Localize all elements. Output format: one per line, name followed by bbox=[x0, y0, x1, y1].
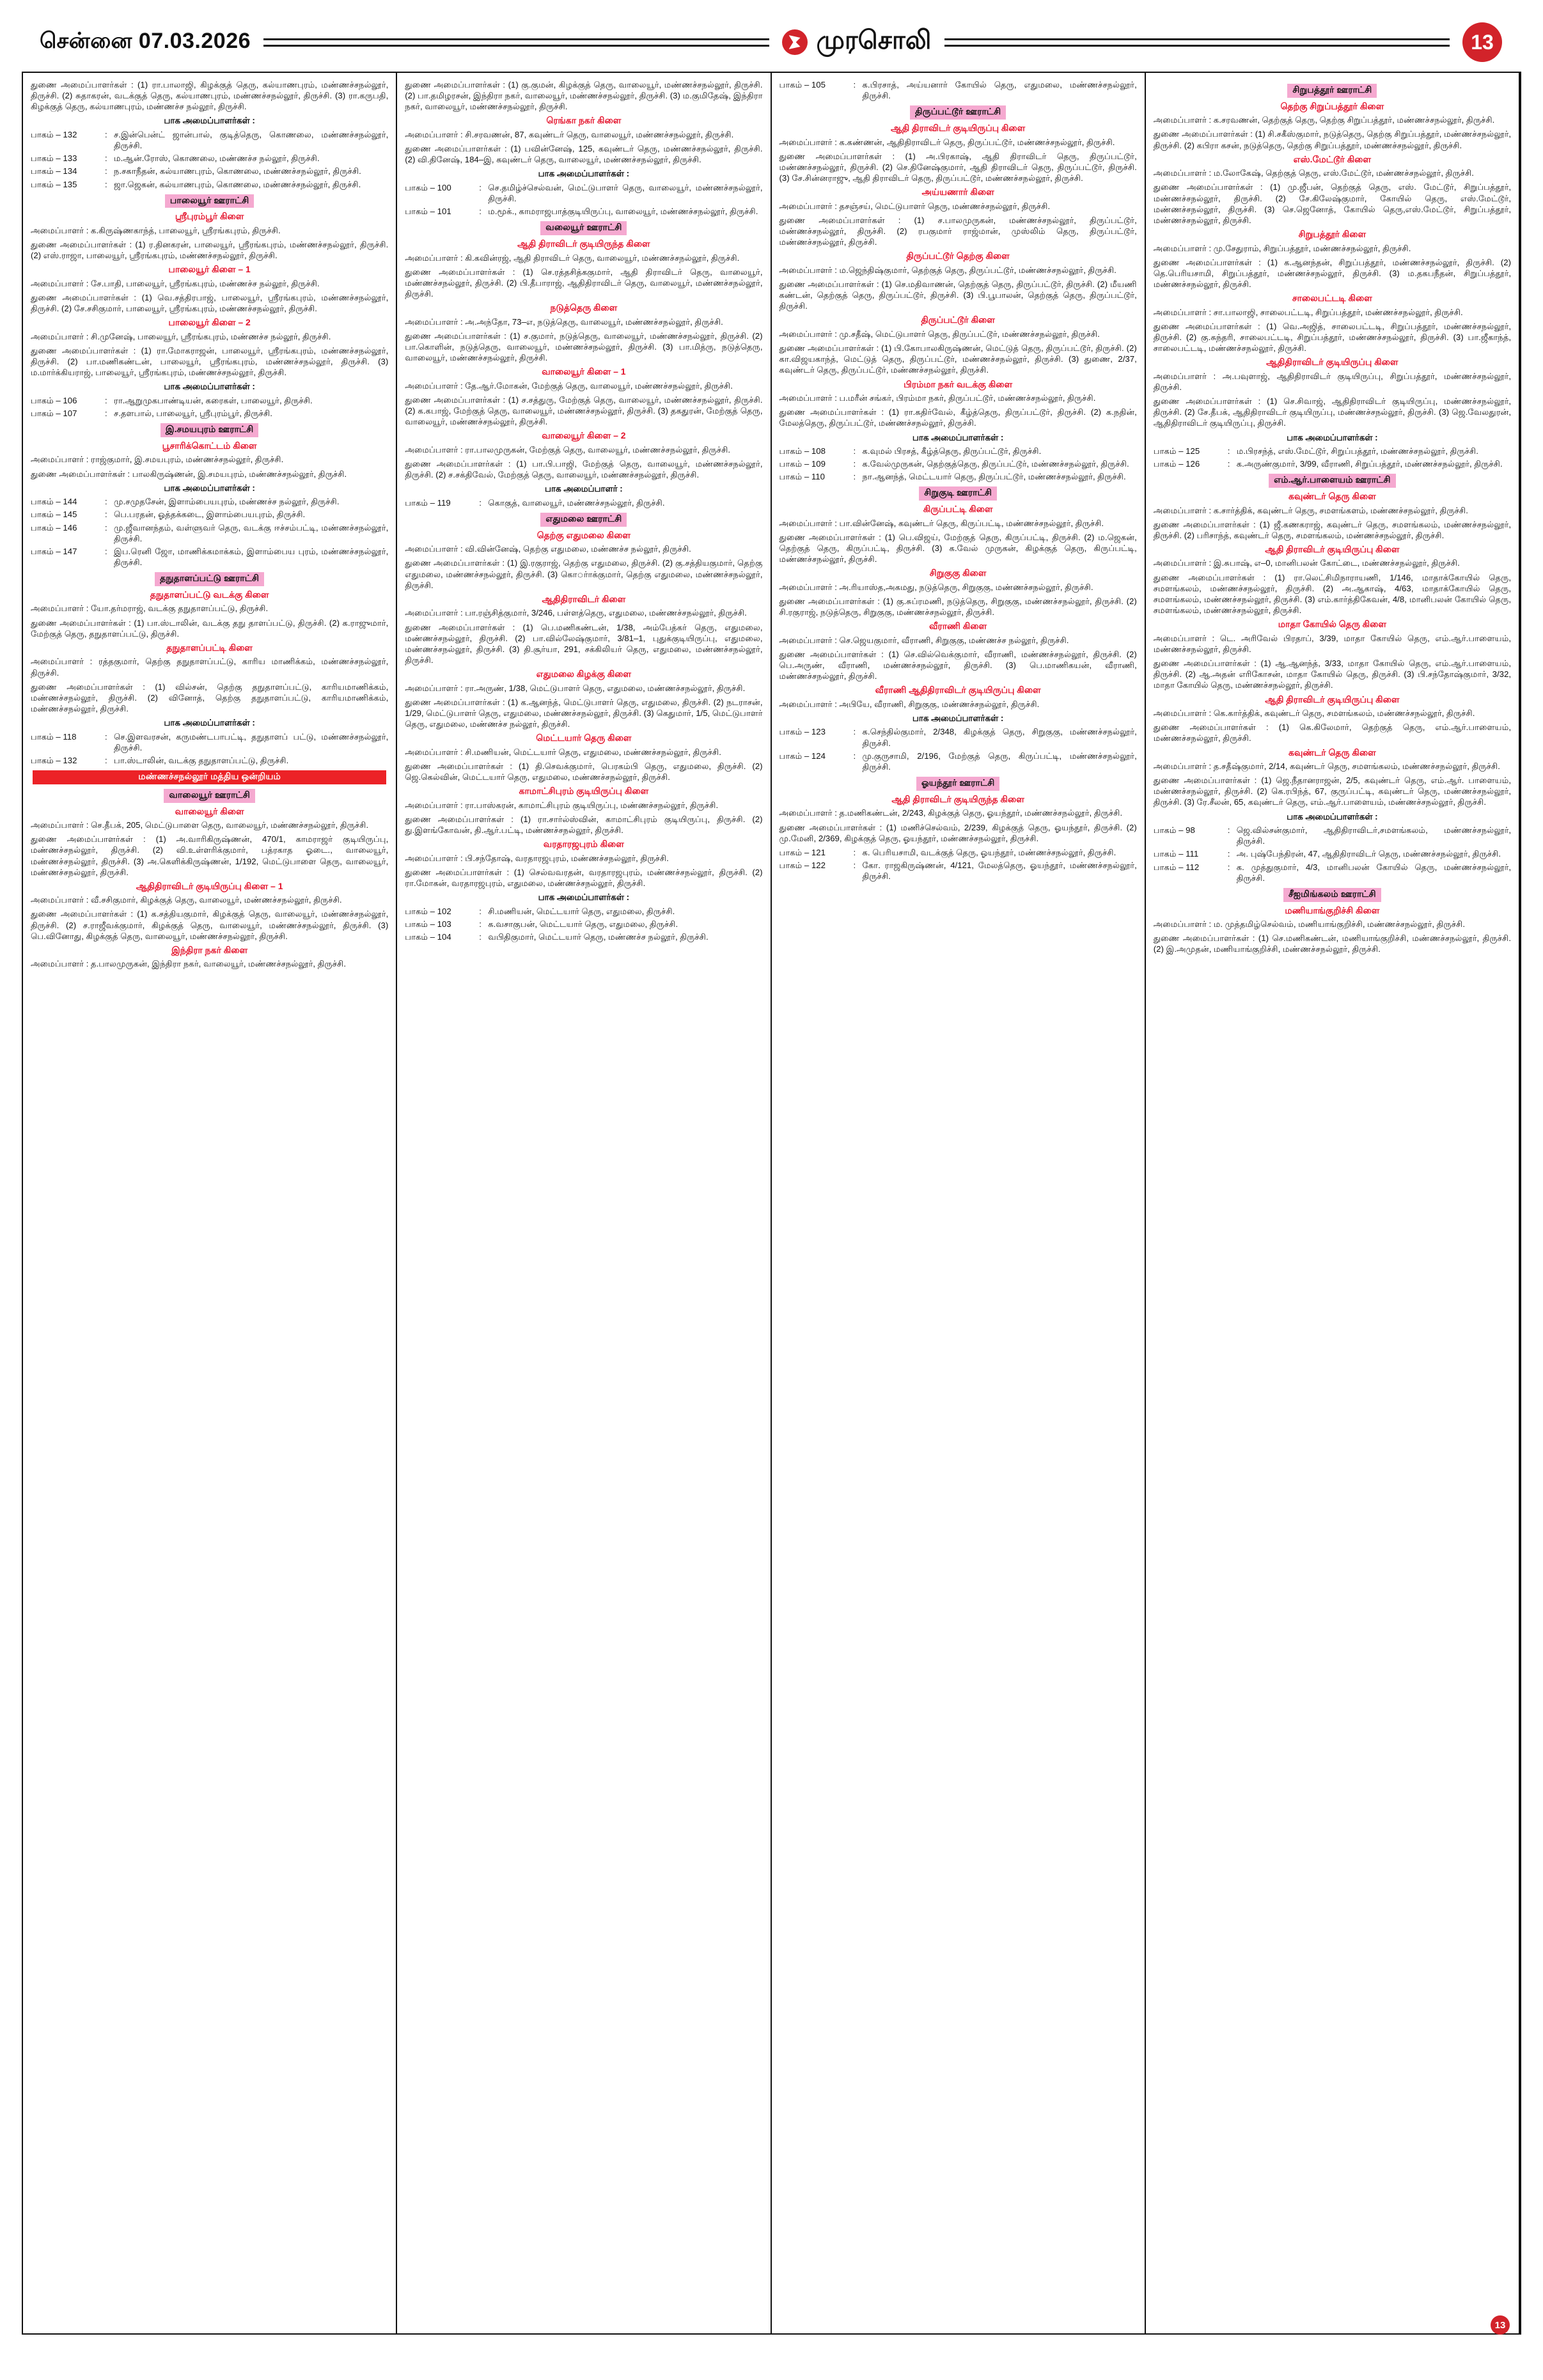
part-organiser-text: ச.தளபால், பாலையூர், ஸ்ரீபுரம்பூர், திருச்சி. bbox=[114, 408, 272, 419]
section-label: பாக அமைப்பாளர்கள் : bbox=[1287, 432, 1378, 442]
part-colon: : bbox=[105, 497, 107, 507]
body-paragraph: துணை அமைப்பாளர்கள் : (1) பி.கோபாலகிருஷ்ணன், மெட்டுத் தெரு, திருப்பட்டூர், திருச்சி. (2) கா.விஜயகாந்த், மெட்டுத் தெரு, திருப்பட்டூர், மண்ணச்சநல்லூர், திருச்சி. (3) துணை, 2/37, கவுண்டர் தெரு, திருப்பட்டூர், மண்ணச்சநல்லூர், திருச்சி. bbox=[779, 343, 1137, 375]
part-organiser-text: க.பிரசாத், அய்யனார் கோயில் தெரு, எதுமலை, மண்ணச்சநல்லூர், திருச்சி. bbox=[862, 80, 1137, 101]
body-paragraph: அமைப்பாளர் : ம.லோகேஷ், தெற்குத் தெரு, எஸ்.மேட்டூர், மண்ணச்சநல்லூர், திருச்சி. bbox=[1153, 168, 1474, 178]
body-paragraph: துணை அமைப்பாளர்கள் : (1) ரா.சார்ல்ஸ்வின், காமாட்சிபுரம் குடியிருப்பு, திருச்சி. (2) து.இளங்கோவன், தி.ஆர்.பட்டி, மண்ணச்சநல்லூர், திருச்சி. bbox=[405, 814, 763, 836]
part-entry bbox=[779, 726, 1137, 748]
section-label: பாக அமைப்பாளர்கள் : bbox=[912, 432, 1004, 442]
part-number: பாகம் – 123 bbox=[779, 727, 826, 737]
ward-heading: தநுதாளப்பட்டு ஊராட்சி bbox=[155, 572, 264, 586]
branch-heading: இந்திரா நகர் கிளை bbox=[171, 944, 248, 955]
part-entry bbox=[779, 471, 1137, 482]
part-organiser-text: செ.இளவரசன், கருமண்டபாபட்டி, தநுதாளப் பட்டு, மண்ணச்சநல்லூர், திருச்சி. bbox=[114, 731, 389, 752]
part-number: பாகம் – 109 bbox=[779, 459, 826, 469]
ward-heading: வாலையூர் ஊராட்சி bbox=[164, 789, 255, 803]
part-number: பாகம் – 119 bbox=[405, 497, 451, 508]
part-entry bbox=[1154, 458, 1511, 469]
body-paragraph: அமைப்பாளர் : சா.பாலாஜி, சாலைபட்டடி, சிறுப்பத்தூர், மண்ணச்சநல்லூர், திருச்சி. bbox=[1153, 307, 1463, 317]
body-paragraph: அமைப்பாளர் : செ.ஜெயகுமார், வீராணி, சிறுகுகு, மண்ணச்ச நல்லூர், திருச்சி. bbox=[779, 635, 1069, 645]
union-heading: மண்ணச்சநல்லூர் மத்திய ஒன்றியம் bbox=[33, 770, 386, 784]
body-paragraph: அமைப்பாளர் : ரத்தகுமார், தெற்கு தநுதாளப்பட்டு, காரிய மாணிக்கம், மண்ணச்சநல்லூர், திருச்சி. bbox=[31, 657, 389, 678]
column-3-content bbox=[779, 79, 1137, 882]
part-number: பாகம் – 102 bbox=[405, 906, 451, 916]
part-colon: : bbox=[1227, 446, 1230, 456]
body-paragraph: அமைப்பாளர் : தே.ஆர்.மோகன், மேற்குத் தெரு, வாலையூர், மண்ணச்சநல்லூர், திருச்சி. bbox=[405, 380, 733, 391]
branch-heading: ஆதி திராவிடர் குடியிருந்த கிளை bbox=[517, 238, 650, 249]
body-paragraph: துணை அமைப்பாளர்கள் : (1) செ.வில்வெக்குமார், வீராணி, மண்ணச்சநல்லூர், திருச்சி. (2) பெ.அருண், வீராணி, மண்ணச்சநல்லூர், திருச்சி. (3) பெ.மாணிகயன், வீராணி, மண்ணச்சநல்லூர், திருச்சி. bbox=[779, 649, 1137, 681]
part-entry bbox=[779, 446, 1137, 456]
section-label: பாக அமைப்பாளர்கள் : bbox=[1287, 811, 1378, 821]
part-number: பாகம் – 98 bbox=[1153, 825, 1195, 836]
part-organiser-text: ச.இன்பென்ட் ஜான்பால், குடித்தெரு, கொணலை, மண்ணச்சநல்லூர், திருச்சி. bbox=[114, 129, 389, 151]
ward-heading: எம்.ஆர்.பாளையம் ஊராட்சி bbox=[1269, 474, 1395, 488]
body-paragraph: துணை அமைப்பாளர்கள் : (1) ச.குமார், நடுத்தெரு, வாலையூர், மண்ணச்சநல்லூர், திருச்சி. (2) பா.கொளின், நடுத்தெரு, வாலையூர், மண்ணச்சநல்லூர், திருச்சி. (3) பா.மித்ரு, நடுத்தெரு, வாலையூர், மண்ணச்சநல்லூர், திருச்சி. bbox=[405, 331, 763, 363]
part-organiser-text: பெ.பரதன், ஓத்தக்கடை, இளாம்பையபுரம், திருச்சி. bbox=[114, 509, 306, 520]
part-entry bbox=[31, 755, 388, 766]
branch-heading: தநுதாளப்பட்டி கிளை bbox=[166, 642, 253, 653]
body-paragraph: அமைப்பாளர் : சே.பாதி, பாலையூர், ஸ்ரீரங்கபுரம், மண்ணச்ச நல்லூர், திருச்சி. bbox=[31, 278, 320, 288]
column-3 bbox=[772, 73, 1146, 2333]
part-organiser-text: இப.ரெனி ஜோ, மாணிக்கமாக்கம், இளாம்பைய புரம், மண்ணச்சநல்லூர், திருச்சி. bbox=[114, 546, 389, 567]
part-entry bbox=[405, 182, 762, 204]
masthead-logo-group bbox=[782, 26, 932, 58]
part-entry bbox=[1154, 825, 1511, 846]
part-number: பாகம் – 110 bbox=[779, 472, 825, 482]
part-entry bbox=[31, 522, 388, 544]
part-number: பாகம் – 145 bbox=[31, 509, 77, 520]
body-paragraph: அமைப்பாளர் : பா.வின்னேஷ், கவுண்டர் தெரு, கிருப்பட்டி, மண்ணச்சநல்லூர், திருச்சி. bbox=[779, 518, 1104, 528]
part-entry bbox=[1154, 446, 1511, 456]
body-paragraph: அமைப்பாளர் : சி.மணியன், மெட்டயார் தெரு, எதுமலை, மண்ணச்சநல்லூர், திருச்சி. bbox=[405, 747, 721, 757]
body-paragraph: துணை அமைப்பாளர்கள் : (1) ரா.கதிர்வேல், கீழ்த்தெரு, திருப்பட்டூர், திருச்சி. (2) க.நதின், மேலத்தெரு, திருப்பட்டூர், மண்ணச்சநல்லூர், திருச்சி. bbox=[779, 407, 1137, 428]
part-organiser-text: ஜா.ஜெகன், கல்யாணபுரம், கொணலை, மண்ணச்சநல்லூர், திருச்சி. bbox=[114, 179, 361, 189]
part-entry bbox=[405, 931, 762, 942]
section-label: பாக அமைப்பாளர்கள் : bbox=[164, 382, 255, 392]
body-paragraph: அமைப்பாளர் : ரா.பாலமுருகன், மேற்குத் தெரு, வாலையூர், மண்ணச்சநல்லூர், திருச்சி. bbox=[405, 444, 731, 455]
part-entry bbox=[779, 847, 1137, 858]
part-number: பாகம் – 133 bbox=[31, 153, 77, 164]
part-entry bbox=[31, 179, 388, 190]
masthead bbox=[22, 18, 1521, 66]
branch-heading: சிறுகுகு கிளை bbox=[929, 568, 987, 579]
part-colon: : bbox=[853, 459, 856, 469]
branch-heading: பிரம்மா நகர் வடக்கு கிளை bbox=[904, 378, 1013, 389]
body-paragraph: அமைப்பாளர் : க.சார்த்திக், கவுண்டர் தெரு, சமளங்களம், மண்ணச்சநல்லூர், திருச்சி. bbox=[1153, 505, 1468, 515]
masthead-rule-left bbox=[263, 38, 769, 47]
part-colon: : bbox=[479, 206, 482, 217]
murasoli-logo-icon bbox=[782, 29, 808, 55]
masthead-title: முரசொலி bbox=[816, 26, 932, 54]
part-organiser-text: க. முத்துகுமார், 4/3, மானிபலன் கோயில் தெரு, மண்ணச்சநல்லூர், திருச்சி. bbox=[1236, 862, 1511, 883]
part-organiser-text: க. பெரியசாமி, வடக்குத் தெரு, ஓயந்தூர், மண்ணச்சநல்லூர், திருச்சி. bbox=[862, 847, 1116, 857]
part-colon: : bbox=[853, 860, 856, 870]
part-number: பாகம் – 147 bbox=[31, 546, 77, 556]
part-number: பாகம் – 125 bbox=[1153, 446, 1200, 456]
body-paragraph: துணை அமைப்பாளர்கள் : (1) ர.தினகரன், பாலையூர், ஸ்ரீரங்கபுரம், மண்ணச்சநல்லூர், திருச்சி. (2) எஸ்.ராஜா, பாலையூர், ஸ்ரீரங்கபுரம், மண்ணச்சநல்லூர், திருச்சி. bbox=[31, 240, 389, 261]
body-paragraph: துணை அமைப்பாளர்கள் : (1) ச.சத்துரு, மேற்குத் தெரு, வாலையூர், மண்ணச்சநல்லூர், திருச்சி. (2) க.கபாஜ், மேற்குத் தெரு, வாலையூர், மண்ணச்சநல்லூர், திருச்சி. (3) தகதுரன், மேற்குத் தெரு, வாலையூர், மண்ணச்சநல்லூர், திருச்சி. bbox=[405, 394, 763, 427]
part-colon: : bbox=[853, 80, 856, 89]
branch-heading: மெட்டயார் தெரு கிளை bbox=[536, 733, 632, 743]
body-paragraph: அமைப்பாளர் : ரா.பாஸ்கரன், காமாட்சிபுரம் குடியிருப்பு, மண்ணச்சநல்லூர், திருச்சி. bbox=[405, 800, 719, 810]
part-colon: : bbox=[1227, 825, 1230, 836]
body-paragraph: துணை அமைப்பாளர்கள் : (1) ரா.லெட்சிமிநாராயணி, 1/146, மாதாக்கோயில் தெரு, சமளங்கலம், மண்ணச்சநல்லூர், திருச்சி. (2) அ.ஆகாஷ், 4/63, மாதாக்கோயில் தெரு, சமளங்கலம், மண்ணச்சநல்லூர், திருச்சி. (3) எம்.கார்த்திகேவன், 4/8, மானிபலன் கோயில் தெரு, சமளங்கலம், மண்ணச்சநல்லூர், திருச்சி. bbox=[1153, 572, 1511, 616]
section-label: பாக அமைப்பாளர்கள் : bbox=[912, 713, 1004, 724]
branch-heading: எதுமலை கிழக்கு கிளை bbox=[536, 669, 632, 680]
branch-heading: திருப்பட்டூர் தெற்கு கிளை bbox=[906, 251, 1010, 261]
column-4 bbox=[1146, 73, 1520, 2333]
body-paragraph: அமைப்பாளர் : சி.முனேஷ், பாலையூர், ஸ்ரீரங்கபுரம், மண்ணச்ச நல்லூர், திருச்சி. bbox=[31, 331, 331, 341]
body-paragraph: துணை அமைப்பாளர்கள் : (1) தி.செவக்குமார், பெரகம்பி தெரு, எதுமலை, திருச்சி. (2) ஜெ.கெல்வின், மெட்டயார் தெரு, எதுமலை, மண்ணச்சநல்லூர், திருச்சி. bbox=[405, 761, 763, 782]
body-paragraph: துணை அமைப்பாளர்கள் : (1) பெ.மணிகண்டன், 1/38, அம்பேத்கர் தெரு, எதுமலை, மண்ணச்சநல்லூர், திருச்சி. (2) பா.வில்லேஷ்குமார், 3/81–1, புதுக்குடியிருப்பு, எதுமலை, மண்ணச்சநல்லூர், திருச்சி. (3) தி.சூர்யா, 291, சக்கிலியர் தெரு, எதுமலை, மண்ணச்சநல்லூர், திருச்சி. bbox=[405, 622, 763, 665]
body-paragraph: துணை அமைப்பாளர்கள் : பாலகிருஷ்ணன், இ.சமயபுரம், மண்ணச்சநல்லூர், திருச்சி. bbox=[31, 469, 347, 479]
body-paragraph: துணை அமைப்பாளர்கள் : (1) ஜெ.நீதானராஜன், 2/5, கவுண்டர் தெரு, எம்.ஆர். பாளையம், மண்ணச்சநல்லூர், திருச்சி. (2) கெ.ரபிந்த், 67, குருப்பட்டி, கவுண்டர் தெரு, மண்ணச்சநல்லூர், திருச்சி. (3) ரே.சீலன், 65, கவுண்டர் தெரு, எம்.ஆர்.பாளையம், மண்ணச்சநல்லூர், திருச்சி. bbox=[1153, 775, 1511, 807]
part-colon: : bbox=[479, 931, 482, 942]
part-organiser-text: வபிதிகுமார், மெட்டயார் தெரு, மண்ணச்ச நல்லூர், திருச்சி. bbox=[488, 931, 709, 942]
body-paragraph: அமைப்பாளர் : க.கண்ணன், ஆதிதிராவிடர் தெரு, திருப்பட்டூர், மண்ணச்சநல்லூர், திருச்சி. bbox=[779, 137, 1115, 147]
body-paragraph: அமைப்பாளர் : செ.தீபக், 205, மெட்டுபாளை தெரு, வாலையூர், மண்ணச்சநல்லூர், திருச்சி. bbox=[31, 820, 369, 830]
body-paragraph: துணை அமைப்பாளர்கள் : (1) செ.மணிகண்டன், மணியாங்குறிச்சி, மண்ணச்சநல்லூர், திருச்சி. (2) இ.அமுதன், மணியாங்குறிச்சி, மண்ணச்சநல்லூர், திருச்சி. bbox=[1153, 933, 1511, 954]
body-paragraph: துணை அமைப்பாளர்கள் : (1) பவின்னேஷ், 125, கவுண்டர் தெரு, மண்ணச்சநல்லூர், திருச்சி. (2) வி.தினேஷ், 184–இ, கவுண்டர் தெரு, வாலையூர், மண்ணச்சநல்லூர், திருச்சி. bbox=[405, 144, 763, 165]
part-organiser-text: க.வுமல் பிரசத், கீழ்த்தெரு, திருப்பட்டூர், திருச்சி. bbox=[862, 446, 1042, 456]
part-organiser-text: அ. புஷ்பேந்திரன், 47, ஆதிதிராவிடர் தெரு, மண்ணச்சநல்லூர், திருச்சி. bbox=[1236, 849, 1501, 859]
part-organiser-text: க.வேல்முருகன், தெற்குத்தெரு, திருப்பட்டூர், மண்ணச்சநல்லூர், திருச்சி. bbox=[862, 459, 1129, 469]
ward-heading: இ.சமயபுரம் ஊராட்சி bbox=[161, 423, 258, 437]
part-number: பாகம் – 111 bbox=[1153, 849, 1199, 859]
part-number: பாகம் – 144 bbox=[31, 497, 77, 507]
branch-heading: எஸ்.மேட்டூர் கிளை bbox=[1293, 153, 1372, 164]
part-entry bbox=[31, 153, 388, 164]
part-number: பாகம் – 118 bbox=[31, 731, 77, 742]
body-paragraph: துணை அமைப்பாளர்கள் : (1) செ.மதிவாணன், தெற்குத் தெரு, திருப்பட்டூர், திருச்சி. (2) மீயணி கண்டன், தெற்குத் தெரு, திருப்பட்டூர், திருச்சி. (3) பி.பூபாலன், தெற்குத் தெரு, திருப்பட்டூர், திருச்சி. bbox=[779, 279, 1137, 311]
ward-heading: ஓயந்தூர் ஊராட்சி bbox=[916, 777, 999, 791]
part-colon: : bbox=[105, 509, 107, 520]
part-entry bbox=[779, 79, 1137, 101]
part-number: பாகம் – 126 bbox=[1153, 459, 1200, 469]
body-paragraph: அமைப்பாளர் : சி.சரவணன், 87, கவுண்டர் தெரு, வாலையூர், மண்ணச்சநல்லூர், திருச்சி. bbox=[405, 129, 734, 139]
part-number: பாகம் – 121 bbox=[779, 847, 826, 857]
branch-heading: நடுத்தெரு கிளை bbox=[550, 302, 618, 313]
part-entry bbox=[405, 497, 762, 508]
section-label: பாக அமைப்பாளர்கள் : bbox=[538, 892, 630, 903]
part-organiser-text: ம.ஆன்.ரோஸ், கொணலை, மண்ணச்ச நல்லூர், திருச்சி. bbox=[114, 153, 320, 164]
page-number-badge: 13 bbox=[1462, 22, 1502, 62]
part-organiser-text: க.செந்தில்குமார், 2/348, கிழக்குத் தெரு, சிறுகுகு, மண்ணச்சநல்லூர், திருச்சி. bbox=[862, 727, 1137, 748]
body-paragraph: துணை அமைப்பாளர்கள் : (1) இ.ரகுராஜ், தெற்கு எதுமலை, திருச்சி. (2) கு.சத்தியகுமார், தெற்கு எதுமலை, மண்ணச்சநல்லூர், திருச்சி. (3) கொர்ாக்குமார், தெற்கு எதுமலை, மண்ணச்சநல்லூர், திருச்சி. bbox=[405, 558, 763, 590]
part-organiser-text: ரா.ஆறுமுகபாண்டியன், கரைகள், பாலையூர், திருச்சி. bbox=[114, 395, 313, 405]
body-paragraph: அமைப்பாளர் : கெ.கார்த்திக், கவுண்டர் தெரு, சமளங்கலம், மண்ணச்சநல்லூர், திருச்சி. bbox=[1153, 708, 1475, 719]
part-number: பாகம் – 105 bbox=[779, 80, 826, 89]
ward-heading: பாலையூர் ஊராட்சி bbox=[165, 194, 255, 208]
section-label: பாக அமைப்பாளர் : bbox=[544, 484, 623, 494]
body-paragraph: துணை அமைப்பாளர்கள் : (1) வெ.சத்திரபாஜ், பாலையூர், ஸ்ரீரங்கபுரம், மண்ணச்சநல்லூர், திருச்சி. (2) சே.சசிகுமார், பாலையூர், ஸ்ரீரங்கபுரம், மண்ணச்சநல்லூர், திருச்சி. bbox=[31, 293, 389, 314]
body-paragraph: துணை அமைப்பாளர்கள் : (1) மு.ஜீபன், தெற்குத் தெரு, எஸ். மேட்டூர், சிறுப்பத்தூர், மண்ணச்சநல்லூர், திருச்சி. (2) சே.கிலேஷ்குமார், கோயில் தெரு, எஸ்.மேட்டூர், மண்ணச்சநல்லூர், திருச்சி. (3) செ.ஜெனோத், கோயில் தெரு,எஸ்.மேட்டூர், சிறுப்பத்தூர், மண்ணச்சநல்லூர், திருச்சி. bbox=[1153, 182, 1511, 225]
part-number: பாகம் – 108 bbox=[779, 446, 826, 456]
body-paragraph: அமைப்பாளர் : வி.வின்னேஷ், தெற்கு எதுமலை, மண்ணச்ச நல்லூர், திருச்சி. bbox=[405, 544, 691, 554]
part-entry bbox=[31, 395, 388, 406]
branch-heading: அய்யணார் கிளை bbox=[921, 187, 994, 198]
branch-heading: பாலையூர் கிளை – 2 bbox=[168, 317, 251, 328]
part-entry bbox=[1154, 862, 1511, 883]
part-colon: : bbox=[105, 408, 107, 419]
body-paragraph: துணை அமைப்பாளர்கள் : (1) ஜீ.கணகராஜ், கவுண்டர் தெரு, சமளங்கலம், மண்ணச்சநல்லூர், திருச்சி. (2) பரிசாந்த், கவுண்டர் தெரு, சமளங்கலம், மண்ணச்சநல்லூர், திருச்சி. bbox=[1153, 519, 1511, 540]
part-organiser-text: கொகுத், வாலையூர், மண்ணச்சநல்லூர், திருச்சி. bbox=[488, 497, 665, 508]
ward-heading: எதுமலை ஊராட்சி bbox=[540, 513, 627, 527]
body-paragraph: அமைப்பாளர் : க.கிருஷ்ணகாந்த், பாலையூர், ஸ்ரீரங்கபுரம், திருச்சி. bbox=[31, 225, 281, 235]
body-paragraph: அமைப்பாளர் : தசஞ்சய், மெட்டுபாளர் தெரு, மண்ணச்சநல்லூர், திருச்சி. bbox=[779, 201, 1051, 211]
branch-heading: தநுதாளப்பட்டு வடக்கு கிளை bbox=[150, 589, 269, 600]
branch-heading: பாலையூர் கிளை – 1 bbox=[168, 264, 251, 275]
part-colon: : bbox=[1227, 459, 1230, 469]
part-entry bbox=[31, 408, 388, 419]
part-entry bbox=[31, 129, 388, 151]
section-label: பாக அமைப்பாளர்கள் : bbox=[164, 116, 255, 126]
part-colon: : bbox=[479, 497, 482, 508]
part-organiser-text: பா.ஸ்டாலின், வடக்கு தநுதாளப்பட்டு, திருச்சி. bbox=[114, 755, 289, 765]
body-paragraph: துணை அமைப்பாளர்கள் : (1) சி.சகீஸ்குமார், நடுத்தெரு, தெற்கு சிறுப்பத்தூர், மண்ணச்சநல்லூர், திருச்சி. (2) கபிரா கசன், நடுத்தெரு, தெற்கு சிறுப்பத்தூர், மண்ணச்சநல்லூர், திருச்சி. bbox=[1153, 129, 1511, 150]
ward-heading: சிறுகுடி ஊராட்சி bbox=[919, 486, 997, 501]
body-paragraph: துணை அமைப்பாளர்கள் : (1) ஆ.ஆனந்த், 3/33, மாதா கோயில் தெரு, எம்.ஆர்.பாளையம், திருச்சி. (2) ஆ.அதன் எரிகோசன், மாதா கோயில் தெரு, திருச்சி. (3) பி.சந்தோஷ்குமார், 3/32, மாதா கோயில் தெரு, மண்ணச்சநல்லூர், திருச்சி. bbox=[1153, 658, 1511, 690]
section-label: பாக அமைப்பாளர்கள் : bbox=[164, 483, 255, 493]
part-number: பாகம் – 132 bbox=[31, 755, 77, 765]
body-paragraph: துணை அமைப்பாளர்கள் : (1) மணிச்செல்வம், 2/239, கிழக்குத் தெரு, ஓயந்தூர், திருச்சி. (2) மு.மேனி, 2/369, கிழக்குத் தெரு, ஓயந்தூர், மண்ணச்சநல்லூர், திருச்சி. bbox=[779, 822, 1137, 843]
body-paragraph: துணை அமைப்பாளர்கள் : (1) கு.குமன், கிழக்குத் தெரு, வாலையூர், மண்ணச்சநல்லூர், திருச்சி. (2) பா.தமிழரசன், இந்திரா நகர், வாலையூர், மண்ணச்சநல்லூர், திருச்சி. (3) ம.குமிதேஷ், இந்திரா நகர், வாலையூர், மண்ணச்சநல்லூர், திருச்சி. bbox=[405, 80, 763, 112]
branch-heading: ஆதி திராவிடர் குடியிருப்பு கிளை bbox=[1265, 694, 1400, 704]
body-paragraph: அமைப்பாளர் : த.சதீஷ்குமார், 2/14, கவுண்டர் தெரு, சமளங்கலம், மண்ணச்சநல்லூர், திருச்சி. bbox=[1153, 761, 1500, 772]
body-paragraph: அமைப்பாளர் : ப.மரீன் சங்கர், பிரம்மா நகர், திருப்பட்டூர், மண்ணச்சநல்லூர், திருச்சி. bbox=[779, 393, 1096, 403]
body-paragraph: துணை அமைப்பாளர்கள் : (1) அ.வாரிகிருஷ்ணன், 470/1, காமராஜர் குடியிருப்பு, மண்ணச்சநல்லூர், திருச்சி. (2) வி.உள்ளரிக்குமார், பத்ரகாத ஓடை., வாலையூர், மண்ணச்சநல்லூர், திருச்சி. (3) அ.கெளிக்கிருஷ்ணன், 1/192, மெட்டுபாளை தெரு, வாலையூர், மண்ணச்சநல்லூர், திருச்சி. bbox=[31, 834, 389, 877]
branch-heading: கிருப்பட்டி கிளை bbox=[923, 504, 993, 515]
part-colon: : bbox=[479, 182, 482, 192]
part-number: பாகம் – 135 bbox=[31, 179, 77, 189]
body-paragraph: துணை அமைப்பாளர்கள் : (1) வெ.அஜித், சாலைபட்டடி, சிறுப்பத்தூர், மண்ணச்சநல்லூர், திருச்சி. (2) கு.சுந்தரி, சாலைபட்டடி, சிறுப்பத்தூர், மண்ணச்சநல்லூர், திருச்சி. (3) பா.ஜீகாந்த், சாலைபட்டடி, மண்ணச்சநல்லூர், திருச்சி. bbox=[1153, 321, 1511, 354]
body-paragraph: துணை அமைப்பாளர்கள் : (1) செ.சிவாஜ், ஆதிதிராவிடர் குடியிருப்பு, மண்ணச்சநல்லூர், திருச்சி. (2) சே.தீபக், ஆதிதிராவிடர் குடியிருப்பு, மண்ணச்சநல்லூர், திருச்சி. (3) ஜெ.வேலதுரன், ஆதிதிராவிடர் குடியிருப்பு, திருச்சி. bbox=[1153, 396, 1511, 428]
masthead-edition-date: சென்னை 07.03.2026 bbox=[40, 28, 251, 53]
branch-heading: வீராணி ஆதிதிராவிடர் குடியிருப்பு கிளை bbox=[875, 685, 1041, 696]
branch-heading: சாலைபட்டடி கிளை bbox=[1292, 293, 1372, 304]
part-colon: : bbox=[105, 129, 107, 139]
body-paragraph: அமைப்பாளர் : ரா.அருண், 1/38, மெட்டுபாளர் தெரு, எதுமலை, மண்ணச்சநல்லூர், திருச்சி. bbox=[405, 683, 746, 693]
branch-heading: ஆதி திராவிடர் குடியிருந்த கிளை bbox=[891, 793, 1024, 804]
section-label: பாக அமைப்பாளர்கள் : bbox=[538, 169, 630, 179]
part-organiser-text: சி.மணியன், மெட்டயார் தெரு, எதுமலை, திருச்சி. bbox=[488, 906, 675, 916]
part-colon: : bbox=[105, 179, 107, 189]
body-paragraph: துணை அமைப்பாளர்கள் : (1) பெ.விஜய், மேற்குத் தெரு, கிருப்பட்டி, திருச்சி. (2) ம.ஜெகன், தெற்குத் தெரு, கிருப்பட்டி, திருச்சி. (3) க.வேல் முருகன், கிழக்குத் தெரு, கிருப்பட்டி, மண்ணச்சநல்லூர், திருச்சி. bbox=[779, 532, 1137, 564]
body-paragraph: அமைப்பாளர் : க.சரவணன், தெற்குத் தெரு, தெற்கு சிறுப்பத்தூர், மண்ணச்சநல்லூர், திருச்சி. bbox=[1153, 115, 1495, 125]
part-organiser-text: ம.மூக்., காமராஜபாத்குடியிருப்பு, வாலையூர், மண்ணச்சநல்லூர், திருச்சி. bbox=[488, 206, 758, 217]
branch-heading: கவுண்டர் தெரு கிளை bbox=[1288, 491, 1376, 502]
branch-heading: பூசாரிக்கொட்டம் கிளை bbox=[162, 440, 257, 451]
branch-heading: ஆதி திராவிடர் குடியிருப்பு கிளை bbox=[890, 123, 1026, 134]
ward-heading: வலையூர் ஊராட்சி bbox=[540, 221, 627, 235]
body-paragraph: அமைப்பாளர் : த.மணிகண்டன், 2/243, கிழக்குத் தெரு, ஓயந்தூர், மண்ணச்சநல்லூர், திருச்சி. bbox=[779, 808, 1123, 818]
body-paragraph: அமைப்பாளர் : வீ.சசிகுமார், கிழக்குத் தெரு, வாலையூர், மண்ணச்சநல்லூர், திருச்சி. bbox=[31, 895, 342, 905]
body-paragraph: துணை அமைப்பாளர்கள் : (1) ச.பாலமுருகன், மண்ணச்சநல்லூர், திருப்பட்டூர், மண்ணச்சநல்லூர், திருச்சி. (2) ரபகுமார் ராஜ்மான், முஸ்லிம் தெரு, திருப்பட்டூர், மண்ணச்சநல்லூர், திருச்சி. bbox=[779, 215, 1137, 247]
part-colon: : bbox=[1227, 849, 1230, 859]
body-paragraph: அமைப்பாளர் : ம.ஜெந்திஷ்குமார், தெற்குத் தெரு, திருப்பட்டூர், மண்ணச்சநல்லூர், திருச்சி. bbox=[779, 265, 1116, 275]
body-paragraph: அமைப்பாளர் : அ.அந்தோ, 73–எ, நடுத்தெரு, வாலையூர், மண்ணச்சநல்லூர், திருச்சி. bbox=[405, 316, 723, 327]
part-entry bbox=[405, 919, 762, 929]
part-entry bbox=[779, 751, 1137, 772]
part-number: பாகம் – 134 bbox=[31, 166, 77, 176]
body-paragraph: அமைப்பாளர் : அபியே, வீராணி, சிறுகுகு, மண்ணச்சநல்லூர், திருச்சி. bbox=[779, 699, 1040, 709]
part-entry bbox=[1154, 848, 1511, 859]
body-paragraph: துணை அமைப்பாளர்கள் : (1) க.சத்தியகுமார், கிழக்குத் தெரு, வாலையூர், மண்ணச்சநல்லூர், திருச்சி. (2) ச.ராஜீவக்குமார், கிழக்குத் தெரு, வாலையூர், மண்ணச்சநல்லூர், திருச்சி. (3) பெ.வினோது, கிழக்குத் தெரு, வாலையூர், மண்ணச்சநல்லூர், திருச்சி. bbox=[31, 909, 389, 941]
branch-heading: தெற்கு எதுமலை கிளை bbox=[537, 529, 631, 540]
content-frame bbox=[22, 72, 1521, 2335]
part-organiser-text: ம.பிரசந்த், எஸ்.மேட்டூர், சிறுப்பத்தூர், மண்ணச்சநல்லூர், திருச்சி. bbox=[1236, 446, 1478, 456]
part-colon: : bbox=[105, 522, 107, 533]
ward-heading: சீஐமிங்கலம் ஊராட்சி bbox=[1283, 888, 1381, 902]
body-paragraph: துணை அமைப்பாளர்கள் : (1) கெ.கிலேமார், தெற்குத் தெரு, எம்.ஆர்.பாளையம், மண்ணச்சநல்லூர், திருச்சி. bbox=[1153, 722, 1511, 743]
part-entry bbox=[31, 731, 388, 753]
body-paragraph: துணை அமைப்பாளர்கள் : (1) க.ஆனந்தன், சிறுப்பத்தூர், மண்ணச்சநல்லூர், திருச்சி. (2) தெ.பெரியசாமி, சிறுப்பத்தூர், மண்ணச்சநல்லூர், திருச்சி. (3) ம.தகபநீதன், சிறுப்பத்தூர், மண்ணச்சநல்லூர், திருச்சி. bbox=[1153, 257, 1511, 289]
part-colon: : bbox=[853, 847, 856, 857]
column-2 bbox=[397, 73, 771, 2333]
body-paragraph: துணை அமைப்பாளர்கள் : (1) க.ஆனந்த், மெட்டுபாளர் தெரு, எதுமலை, திருச்சி. (2) நடராசன், 1/29, மெட்டுபாளர் தெரு, எதுமலை, மண்ணச்சநல்லூர், திருச்சி. (3) கெதுமார், 1/5, மெட்டுபாளர் தெரு, எதுமலை, மண்ணச்ச நல்லூர், திருச்சி. bbox=[405, 697, 763, 729]
part-number: பாகம் – 132 bbox=[31, 129, 77, 139]
branch-heading: திருப்பட்டூர் கிளை bbox=[921, 315, 995, 325]
part-colon: : bbox=[105, 546, 107, 556]
part-colon: : bbox=[105, 395, 107, 405]
part-entry bbox=[31, 509, 388, 520]
branch-heading: ஆதிதிராவிடர் குடியிருப்பு கிளை bbox=[1266, 357, 1398, 368]
body-paragraph: அமைப்பாளர் : மு.சேதுராம், சிறுப்பத்தூர், மண்ணச்சநல்லூர், திருச்சி. bbox=[1153, 243, 1411, 253]
part-entry bbox=[31, 166, 388, 176]
column-4-content bbox=[1154, 84, 1511, 955]
branch-heading: வரதாரஜபுரம் கிளை bbox=[543, 839, 624, 850]
body-paragraph: துணை அமைப்பாளர்கள் : (1) செல்வவரதன், வரதாரஜபுரம், மண்ணச்சநல்லூர், திருச்சி. (2) ரா.மோகன், வரதாரஜபுரம், எதுமலை, மண்ணச்சநல்லூர், திருச்சி. bbox=[405, 867, 763, 889]
part-entry bbox=[405, 206, 762, 217]
part-organiser-text: மு.குருசாமி, 2/196, மேற்குத் தெரு, கிருப்பட்டி, மண்ணச்சநல்லூர், திருச்சி. bbox=[862, 751, 1137, 772]
branch-heading: ஆதிதிராவிடர் குடியிருப்பு கிளை – 1 bbox=[136, 880, 283, 891]
column-1 bbox=[23, 73, 397, 2333]
part-entry bbox=[31, 546, 388, 568]
body-paragraph: துணை அமைப்பாளர்கள் : (1) பா.ஸ்டாலின், வடக்கு தநு தாளப்பட்டு, திருச்சி. (2) க.ராஜுமார், மேற்குத் தெரு, தநுதாளப்பட்டு, திருச்சி. bbox=[31, 618, 389, 639]
part-number: பாகம் – 100 bbox=[405, 182, 451, 192]
body-paragraph: அமைப்பாளர் : டெ. அரிவேல் பிரதாப், 3/39, மாதா கோயில் தெரு, எம்.ஆர்.பாளையம், மண்ணச்சநல்லூர், திருச்சி. bbox=[1153, 633, 1511, 654]
part-organiser-text: க.வசாகுபன், மெட்டயார் தெரு, எதுமலை, திருச்சி. bbox=[488, 919, 678, 929]
part-number: பாகம் – 124 bbox=[779, 751, 826, 761]
part-number: பாகம் – 103 bbox=[405, 919, 451, 929]
part-number: பாகம் – 122 bbox=[779, 860, 826, 870]
body-paragraph: அமைப்பாளர் : ம. முத்தமிழ்செல்வம், மணியாங்குறிச்சி, மண்ணச்சநல்லூர், திருச்சி. bbox=[1153, 919, 1466, 929]
branch-heading: வீராணி கிளை bbox=[929, 621, 987, 632]
body-paragraph: அமைப்பாளர் : அ.பவுளாஜ், ஆதிதிராவிடர் குடியிருப்பு, சிறுப்பத்தூர், மண்ணச்சநல்லூர், திருச்சி. bbox=[1153, 371, 1511, 392]
part-organiser-text: ந.சகாநீதன், கல்யாணபுரம், கொணலை, மண்ணச்சநல்லூர், திருச்சி. bbox=[114, 166, 361, 176]
part-colon: : bbox=[853, 446, 856, 456]
branch-heading: ஆதி திராவிடர் குடியிருப்பு கிளை bbox=[1265, 543, 1400, 554]
part-organiser-text: கோ. ராஜகிருஷ்ணன், 4/121, மேலத்தெரு, ஓயந்தூர், மண்ணச்சநல்லூர், திருச்சி. bbox=[862, 860, 1137, 882]
branch-heading: மணியாங்குறிச்சி கிளை bbox=[1285, 905, 1380, 915]
part-colon: : bbox=[853, 751, 856, 761]
part-entry bbox=[779, 860, 1137, 882]
body-paragraph: துணை அமைப்பாளர்கள் : (1) வில்சன், தெற்கு தநுதாளப்பட்டு, காரியமாணிக்கம், மண்ணச்சநல்லூர், திருச்சி. (2) வினோத், தெற்கு தநுதாளப்பட்டு, காரியமாணிக்கம், மண்ணச்சநல்லூர், திருச்சி. bbox=[31, 681, 389, 713]
part-colon: : bbox=[105, 166, 107, 176]
part-organiser-text: ஜெ.வில்சன்குமார், ஆதிதிராவிடர்,சமளங்கலம், மண்ணச்சநல்லூர், திருச்சி. bbox=[1236, 825, 1511, 846]
body-paragraph: அமைப்பாளர் : யோ.தர்மராஜ், வடக்கு தநுதாளப்பட்டு, திருச்சி. bbox=[31, 603, 269, 614]
column-2-content bbox=[405, 79, 762, 942]
ward-heading: சிறுபத்தூர் ஊராட்சி bbox=[1287, 84, 1377, 98]
part-colon: : bbox=[853, 727, 856, 737]
part-entry bbox=[405, 906, 762, 917]
body-paragraph: அமைப்பாளர் : த.பாலமுருகன், இந்திரா நகர், வாலையூர், மண்ணச்சநல்லூர், திருச்சி. bbox=[31, 959, 347, 969]
branch-heading: சிறுபத்தூர் கிளை bbox=[1298, 229, 1367, 239]
part-colon: : bbox=[479, 919, 482, 929]
part-organiser-text: க.அருண்குமார், 3/99, வீராணி, சிறுப்பத்தூர், மண்ணச்சநல்லூர், திருச்சி. bbox=[1236, 459, 1503, 469]
body-paragraph: துணை அமைப்பாளர்கள் : (1) பா.பி.பாஜி, மேற்குத் தெரு, வாலையூர், மண்ணச்சநல்லூர், திருச்சி. (2) ச.சக்திவேல், மேற்குத் தெரு, வாலையூர், மண்ணச்சநல்லூர், திருச்சி. bbox=[405, 459, 763, 480]
branch-heading: தெற்கு சிறுப்பத்தூர் கிளை bbox=[1280, 100, 1384, 111]
branch-heading: ஸ்ரீபுரம்பூர் கிளை bbox=[175, 211, 244, 222]
part-number: பாகம் – 104 bbox=[405, 931, 451, 942]
part-number: பாகம் – 106 bbox=[31, 395, 77, 405]
part-number: பாகம் – 101 bbox=[405, 206, 451, 217]
branch-heading: மாதா கோயில் தெரு கிளை bbox=[1278, 619, 1386, 630]
body-paragraph: அமைப்பாளர் : ராஜ்குமார், இ.சமயபுரம், மண்ணச்சநல்லூர், திருச்சி. bbox=[31, 455, 284, 465]
part-colon: : bbox=[853, 472, 856, 482]
body-paragraph: அமைப்பாளர் : கி.கவின்ரஜ், ஆதி திராவிடர் தெரு, வாலையூர், மண்ணச்சநல்லூர், திருச்சி. bbox=[405, 253, 740, 263]
body-paragraph: அமைப்பாளர் : பா.ரஞ்சித்குமார், 3/246, பள்ளத்தெரு, எதுமலை, மண்ணச்சநல்லூர், திருச்சி. bbox=[405, 608, 747, 618]
body-paragraph: துணை அமைப்பாளர்கள் : (1) செ.ரத்தசித்ககுமார், ஆதி திராவிடர் தெரு, வாலையூர், மண்ணச்சநல்லூர், திருச்சி. (2) பி.தீபாராஜ், ஆதிதிராவிடர் தெரு, வாலையூர், மண்ணச்சநல்லூர், திருச்சி. bbox=[405, 267, 763, 299]
branch-heading: காமாட்சிபுரம் குடியிருப்பு கிளை bbox=[519, 786, 649, 797]
masthead-rule-right bbox=[944, 38, 1450, 47]
branch-heading: ரெங்கா நகர் கிளை bbox=[546, 115, 622, 126]
part-entry bbox=[31, 496, 388, 507]
part-colon: : bbox=[105, 755, 107, 765]
branch-heading: வாலையூர் கிளை bbox=[175, 805, 244, 816]
body-paragraph: அமைப்பாளர் : அ.ரியாஸ்த,அகமது, நடுத்தெரு, சிறுகுகு, மண்ணச்சநல்லூர், திருச்சி. bbox=[779, 582, 1093, 592]
part-entry bbox=[779, 458, 1137, 469]
branch-heading: ஆதிதிராவிடர் கிளை bbox=[542, 593, 626, 604]
part-colon: : bbox=[105, 731, 107, 742]
part-organiser-text: நா.ஆனந்த், மெட்டயார் தெரு, திருப்பட்டூர், மண்ணச்சநல்லூர், திருச்சி. bbox=[862, 472, 1126, 482]
part-organiser-text: மு.ஜீவானந்தம், வள்ளுவர் தெரு, வடக்கு ஈச்சம்பட்டி, மண்ணச்சநல்லூர், திருச்சி. bbox=[114, 522, 389, 543]
body-paragraph: அமைப்பாளர் : பி.சந்தோஷ், வரதாரஜபுரம், மண்ணச்சநல்லூர், திருச்சி. bbox=[405, 853, 669, 863]
column-1-content bbox=[31, 79, 388, 970]
ward-heading: திருப்பட்டூர் ஊராட்சி bbox=[910, 105, 1006, 120]
body-paragraph: அமைப்பாளர் : இ.சுபாஷ், எ–0, மானிபலன் கோட்டை, மண்ணச்சநல்லூர், திருச்சி. bbox=[1153, 558, 1460, 568]
branch-heading: கவுண்டர் தெரு கிளை bbox=[1288, 747, 1376, 758]
part-colon: : bbox=[1227, 862, 1230, 872]
part-number: பாகம் – 112 bbox=[1153, 862, 1200, 872]
body-paragraph: அமைப்பாளர் : மு.சதீஷ், மெட்டுபாளர் தெரு, திருப்பட்டூர், மண்ணச்சநல்லூர், திருச்சி. bbox=[779, 329, 1100, 339]
body-paragraph: துணை அமைப்பாளர்கள் : (1) கு.சுப்ரமணி, நடுத்தெரு, சிறுகுகு, மண்ணச்சநல்லூர், திருச்சி. (2) சி.ரகுராஜ், நடுத்தெரு, சிறுகுகு, மண்ணச்சநல்லூர், திருச்சி. bbox=[779, 596, 1137, 618]
part-organiser-text: செ.தமிழ்ச்செல்வன், மெட்டுபாளர் தெரு, வாலையூர், மண்ணச்சநல்லூர், திருச்சி. bbox=[488, 182, 763, 204]
branch-heading: வாலையூர் கிளை – 2 bbox=[542, 430, 626, 441]
part-number: பாகம் – 107 bbox=[31, 408, 77, 419]
body-paragraph: துணை அமைப்பாளர்கள் : (1) அ.பிரகாஷ், ஆதி திராவிடர் தெரு, திருப்பட்டூர், மண்ணச்சநல்லூர், திருச்சி. (2) செ.தினேஷ்குமார், ஆதி திராவிடர் தெரு, திருப்பட்டூர், திருச்சி. (3) சே.சின்னராஜு, ஆதி திராவிடர் தெரு, திருப்பட்டூர், மண்ணச்சநல்லூர், திருச்சி. bbox=[779, 151, 1137, 183]
part-colon: : bbox=[105, 153, 107, 164]
body-paragraph: துணை அமைப்பாளர்கள் : (1) ரா.மோகராஜன், பாலையூர், ஸ்ரீரங்கபுரம், மண்ணச்சநல்லூர், திருச்சி. (2) பா.மணிகண்டன், பாலையூர், ஸ்ரீரங்கபுரம், மண்ணச்சநல்லூர், திருச்சி. (3) ம.மார்க்கியராஜ், பாலையூர், ஸ்ரீரங்கபுரம், மண்ணச்சநல்லூர், திருச்சி. bbox=[31, 346, 389, 378]
part-number: பாகம் – 146 bbox=[31, 522, 77, 533]
part-organiser-text: மு.சமுதசேன், இளாம்பையபுரம், மண்ணச்ச நல்லூர், திருச்சி. bbox=[114, 497, 340, 507]
section-label: பாக அமைப்பாளர்கள் : bbox=[164, 718, 255, 728]
branch-heading: வாலையூர் கிளை – 1 bbox=[542, 366, 626, 377]
page-number-footer-badge: 13 bbox=[1491, 2315, 1510, 2335]
part-colon: : bbox=[479, 906, 482, 916]
body-paragraph: துணை அமைப்பாளர்கள் : (1) ரா.பாலாஜி, கிழக்குத் தெரு, கல்யாணபுரம், மண்ணச்சநல்லூர், திருச்சி. (2) சுதாகரன், வடக்குத் தெரு, கல்யாணபுரம், மண்ணச்சநல்லூர், திருச்சி. (3) ரா.கருபதி, கிழக்குத் தெரு, கல்யாணபுரம், மண்ணச்ச நல்லூர், திருச்சி. bbox=[31, 80, 389, 112]
